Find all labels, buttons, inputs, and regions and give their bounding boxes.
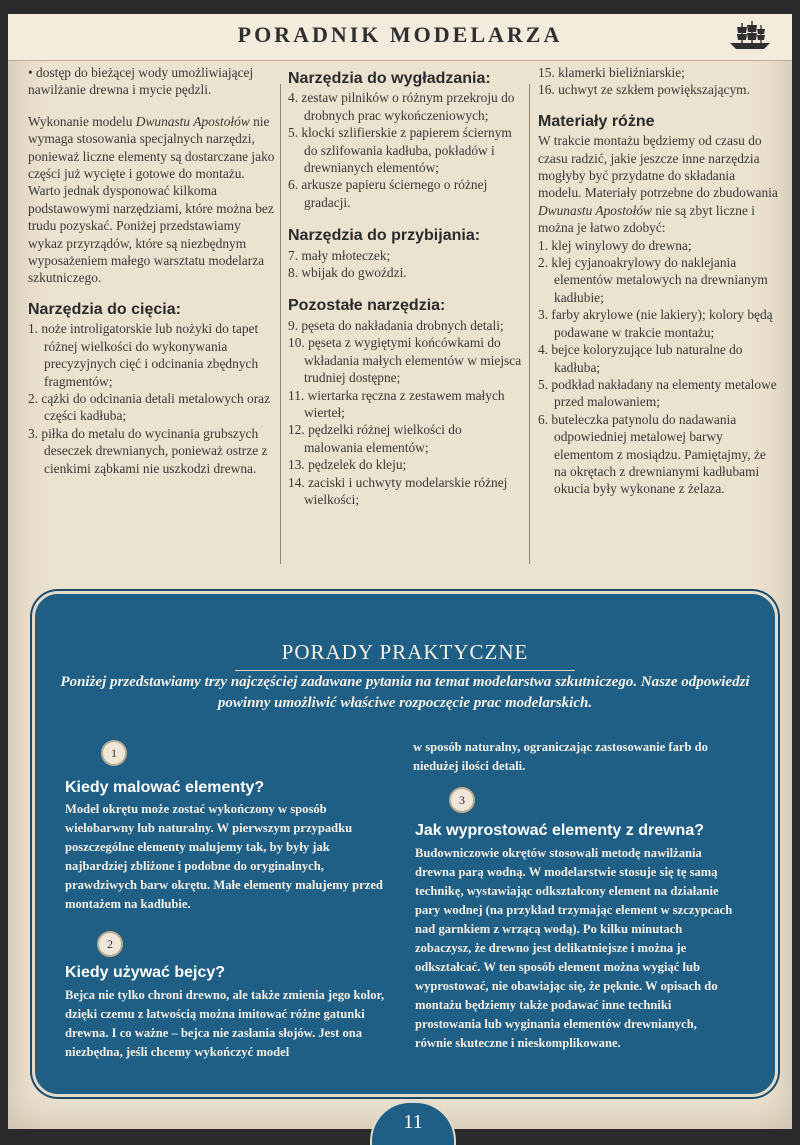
paragraph-intro <box>28 113 278 287</box>
question-answer: Budowniczowie okrętów stosowali metodę nawilżania drewna parą wodną. W modelarstwie stosuje się tę samą technikę, wystawiając odkształcony element na działanie pary wodnej (na przykład trzymając element w szczypcach nad garnkiem z wrzącą wodą). Po kilku minutach zobaczysz, że drewno jest delikatniejsze i można je odkształcać. W ten sposób element można wygiąć lub wyprostować, nie obawiając się, że pęknie. W opisach do montażu będziemy także podawać inne techniki prostowania lub wyginania elementów drewnianych, równie skuteczne i nieskomplikowane. <box>415 846 733 1050</box>
list-smoothing-tools <box>288 89 523 211</box>
question-answer-continued: w sposób naturalny, ograniczając zastosowanie farb do niedużej ilości detali. <box>413 740 708 773</box>
list-item: 10. pęseta z wygiętymi końcówkami do wkładania małych elementów w miejsca trudniej dostępne; <box>288 335 522 386</box>
list-item: 4. bejce koloryzujące lub naturalne do kadłuba; <box>538 342 743 375</box>
list-item: 8. wbijak do gwoździ. <box>288 265 407 281</box>
list-item: 3. piłka do metalu do wycinania grubszych deseczek drewnianych, ponieważ ostrze z cienkimi ząbkami nie uszkodzi drewna. <box>28 425 268 476</box>
paragraph-materials <box>538 132 778 236</box>
list-item: 1. klej winylowy do drewna; <box>538 237 692 253</box>
heading-nailing-tools: Narzędzia do przybijania: <box>288 227 481 245</box>
heading-cutting-tools: Narzędzia do cięcia: <box>28 300 181 318</box>
materials-text-after: nie są zbyt liczne i można je łatwo zdobyć: <box>538 202 755 236</box>
magazine-page <box>8 14 792 1133</box>
column-left <box>28 64 278 477</box>
heading-smoothing-tools: Narzędzia do wygładzania: <box>288 70 491 87</box>
list-item: 9. pęseta do nakładania drobnych detali; <box>288 317 504 333</box>
question-title: Jak wyprostować elementy z drewna? <box>415 822 704 839</box>
list-item: 6. buteleczka patynolu do nadawania odpowiedniej metalowej barwy elementom z mosiądzu. Pamiętajmy, że na okrętach z drewnianymi kadłubami okucia były wykonane z żelaza. <box>538 411 766 497</box>
list-item: 12. pędzelki różnej wielkości do malowania elementów; <box>288 422 462 455</box>
header-band <box>8 14 792 61</box>
list-item: 1. noże introligatorskie lub nożyki do tapet różnej wielkości do wykonywania precyzyjnych cięć i odcinania zbędnych fragmentów; <box>28 321 259 389</box>
list-item: 16. uchwyt ze szkłem powiększającym. <box>538 82 750 98</box>
panel-intro: Poniżej przedstawiamy trzy najczęściej zadawane pytania na temat modelarstwa szkutniczego. Nasze odpowiedzi powinny umożliwić właściwe rozpoczęcie prac modelarskich. <box>60 674 750 711</box>
title-divider <box>235 670 575 671</box>
column-middle <box>288 64 523 508</box>
list-other-tools <box>288 317 523 508</box>
question-number-badge: 1 <box>101 740 127 766</box>
list-item: 2. klej cyjanoakrylowy do naklejania elementów metalowych na drewnianym kadłubie; <box>538 255 768 305</box>
list-item: 5. klocki szlifierskie z papierem ściernym do szlifowania kadłuba, pokładów i drewnianych elementów; <box>288 125 512 176</box>
page-number: 11 <box>403 1111 423 1133</box>
intro-text-after: nie wymaga stosowania specjalnych narzędzi, ponieważ liczne elementy są dostarczane jako części już wycięte i gotowe do montażu. Warto jednak dysponować kilkoma podstawowymi narzędziami, które można bez trudu pozyskać. Poniżej przedstawiamy wykaz przyrządów, które są niezbędnym wyposażeniem małego warsztatu modelarza szkutniczego. <box>28 113 275 286</box>
list-item: 4. zestaw pilników o różnym przekroju do drobnych prac wykończeniowych; <box>288 90 515 123</box>
list-item: 7. mały młoteczek; <box>288 247 391 263</box>
question-number-badge: 3 <box>449 787 475 813</box>
tips-panel <box>32 591 778 1097</box>
question-answer: Model okrętu może zostać wykończony w sposób wielobarwny lub naturalny. W pierwszym przypadku poszczególne elementy malujemy tak, by były jak najbardziej zbliżone i podobne do oryginalnych, prawdziwych barw okrętu. Małe elementy malujemy przed montażem na kadłubie. <box>65 802 383 911</box>
list-item: 13. pędzelek do kleju; <box>288 457 407 473</box>
model-title: Dwunastu Apostołów <box>135 113 250 129</box>
heading-other-tools: Pozostałe narzędzia: <box>288 297 446 315</box>
column-right <box>538 64 778 498</box>
list-item: 2. cążki do odcinania detali metalowych oraz części kadłuba; <box>28 390 271 424</box>
list-item: 14. zaciski i uchwyty modelarskie różnej wielkości; <box>288 474 508 507</box>
list-cutting-tools <box>28 320 278 477</box>
question-answer: Bejca nie tylko chroni drewno, ale także zmienia jego kolor, dzięki czemu z łatwością można imitować różne gatunki drewna. I co ważne – bejca nie zasłania słojów. Jest ona niezbędna, jeśli chcemy wykończyć model <box>65 988 385 1059</box>
page-number-tab <box>370 1101 456 1145</box>
list-other-tools-continued <box>538 64 778 99</box>
question-title: Kiedy malować elementy? <box>65 779 265 796</box>
column-divider <box>529 84 530 564</box>
ship-icon <box>728 19 772 51</box>
intro-text-before: Wykonanie modelu <box>28 113 136 129</box>
list-item: 11. wiertarka ręczna z zestawem małych wierteł; <box>288 387 505 420</box>
model-title: Dwunastu Apostołów <box>538 202 652 218</box>
column-divider <box>280 84 281 564</box>
page-header-title: PORADNIK MODELARZA <box>237 22 563 47</box>
question-title: Kiedy używać bejcy? <box>65 964 226 981</box>
materials-text-before: W trakcie montażu będziemy od czasu do czasu radzić, jakie jeszcze inne narzędzia mogłyby być przydatne do składania modelu. Materiały potrzebne do zbudowania <box>538 133 778 201</box>
list-item: 3. farby akrylowe (nie lakiery); kolory będą podawane w trakcie montażu; <box>538 307 773 340</box>
question-number-badge: 2 <box>97 931 123 957</box>
list-item: 6. arkusze papieru ściernego o różnej gradacji. <box>288 177 488 210</box>
heading-materials: Materiały różne <box>538 112 655 130</box>
panel-title: PORADY PRAKTYCZNE <box>281 640 529 664</box>
paragraph-water-access: • dostęp do bieżącej wody umożliwiającej nawilżanie drewna i mycie pędzli. <box>28 65 254 98</box>
list-item: 15. klamerki bieliźniarskie; <box>538 65 685 80</box>
list-nailing-tools <box>288 247 523 282</box>
list-item: 5. podkład nakładany na elementy metalowe przed malowaniem; <box>538 376 777 410</box>
list-materials <box>538 237 778 498</box>
